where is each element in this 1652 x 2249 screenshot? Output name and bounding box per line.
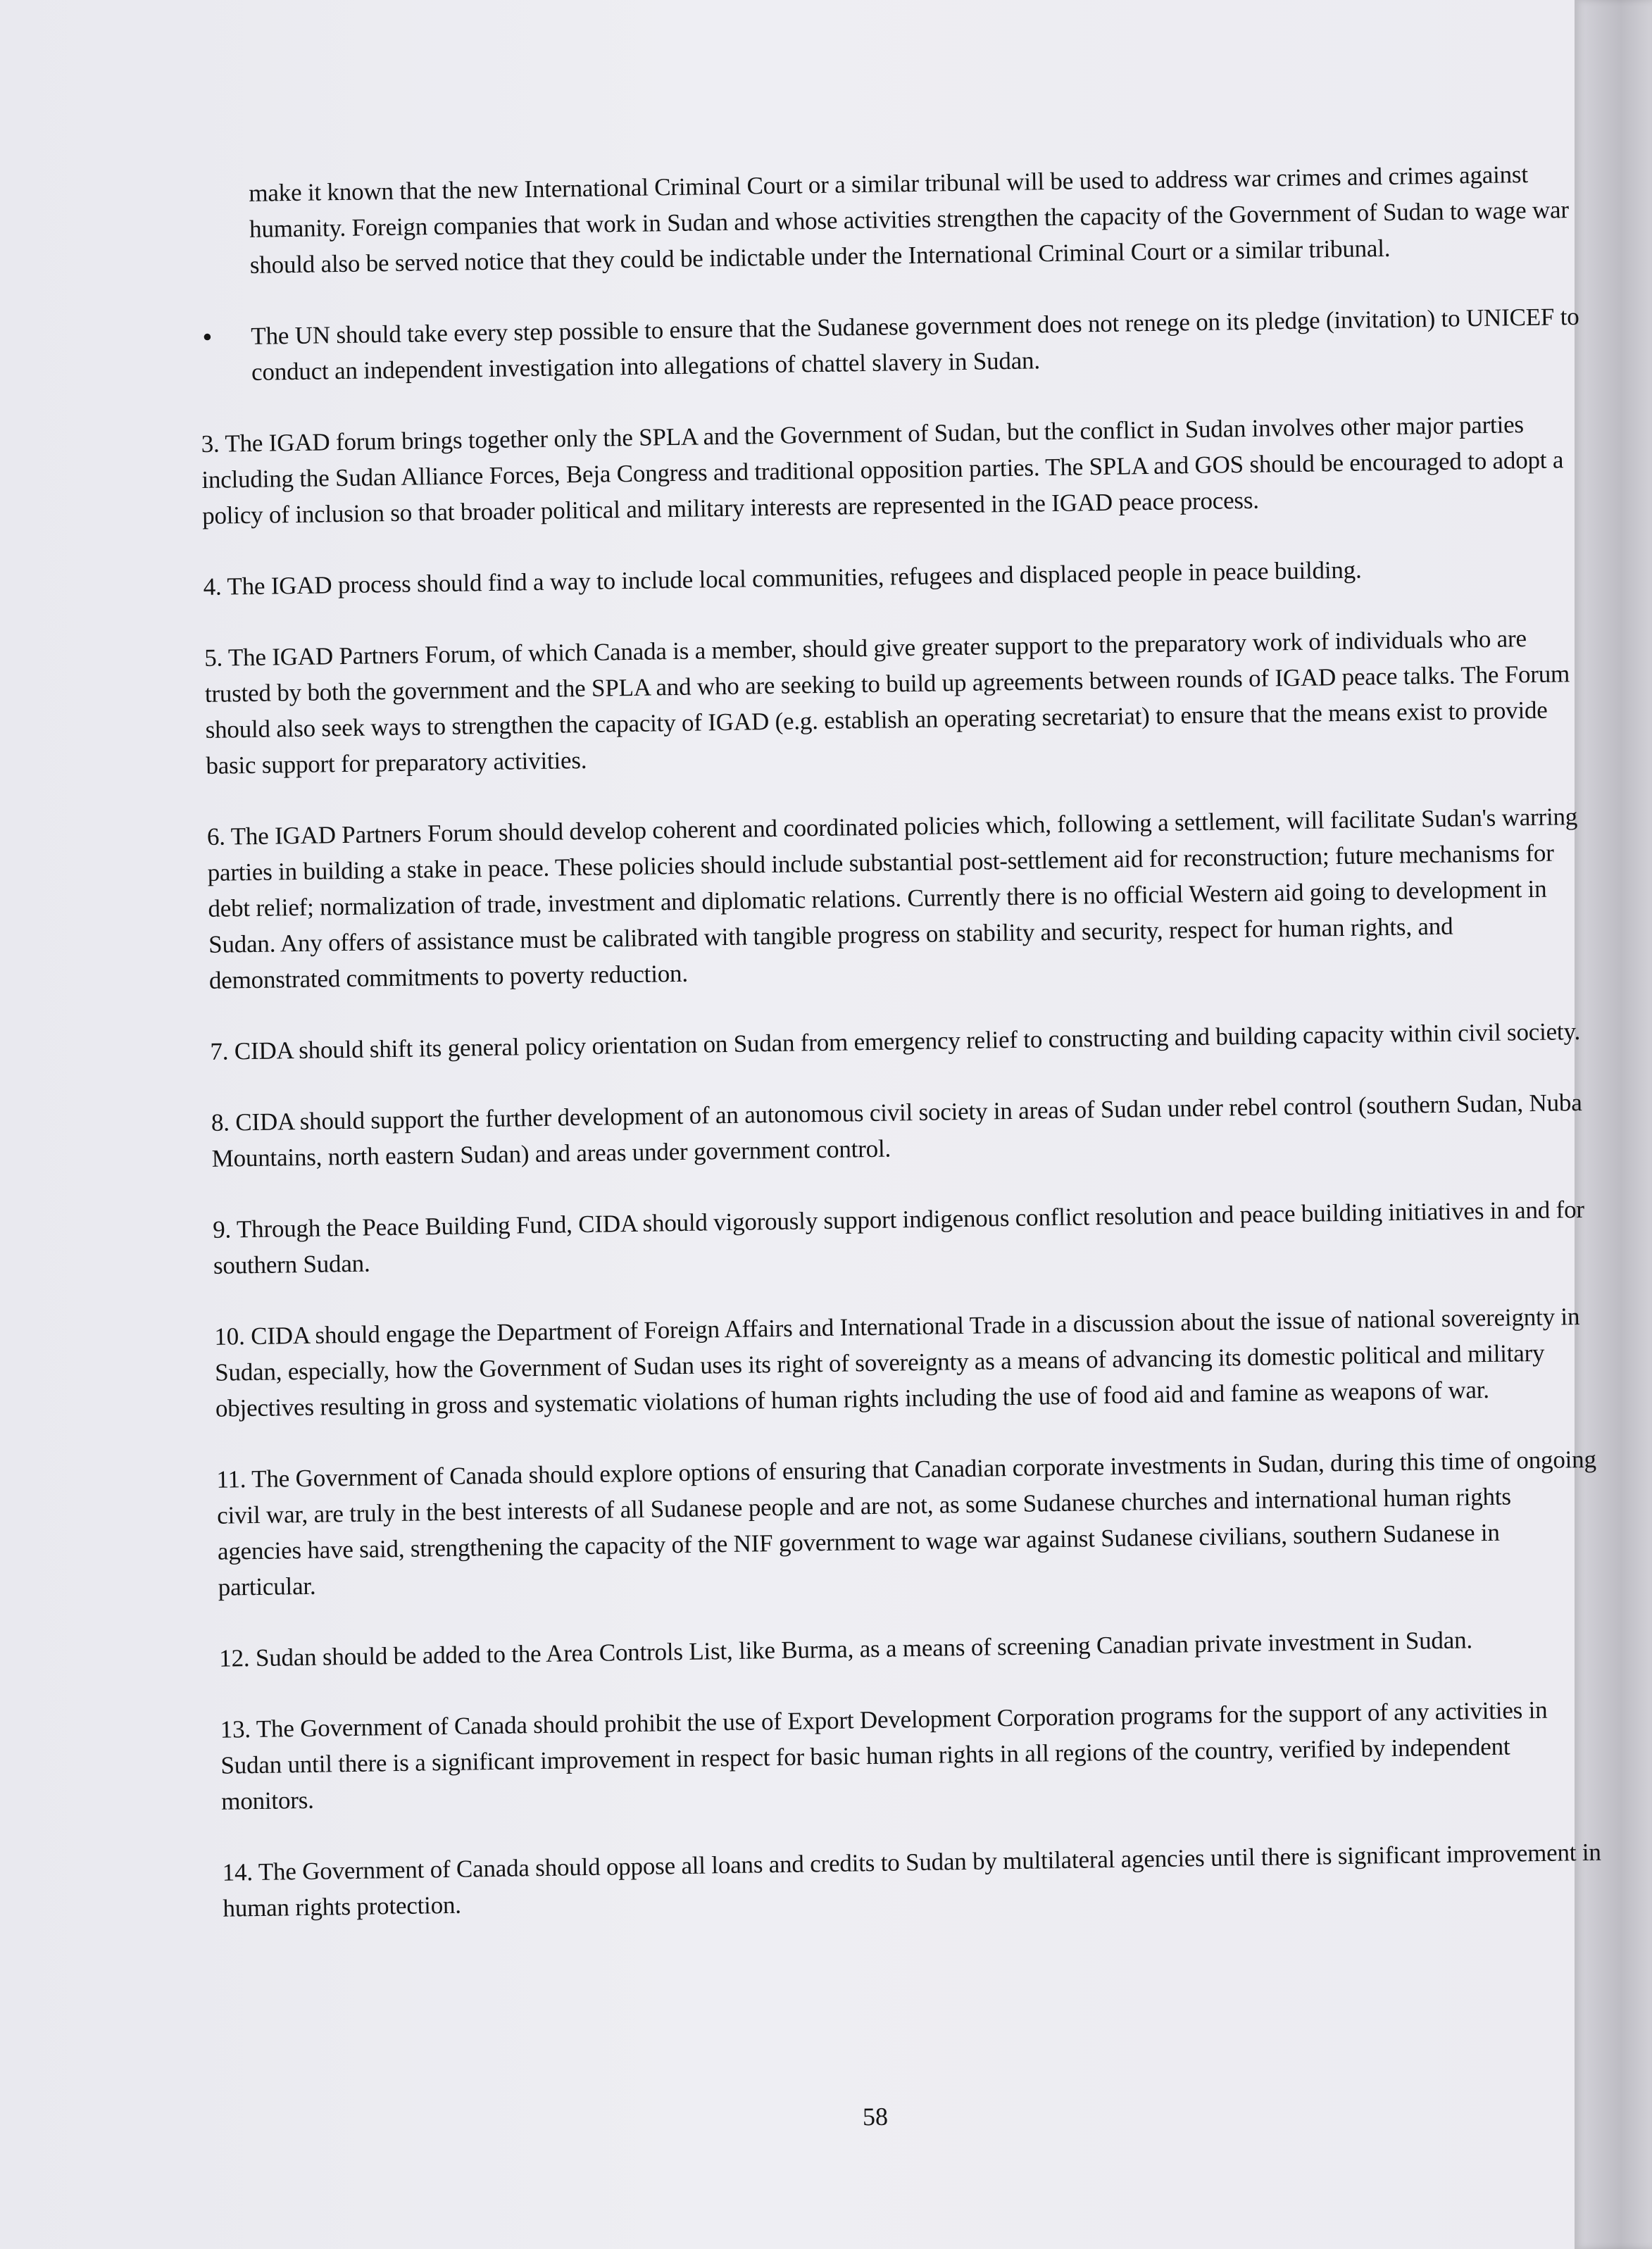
recommendation-5: 5. The IGAD Partners Forum, of which Canada is a member, should give greater support to the preparatory work of individuals who are trusted by both the government and the SPLA and who are seeking to build up agreements between rounds of IGAD peace talks. The Forum should also seek ways to strengthen the capacity of IGAD (e.g. establish an operating secretariat) to ensure that the means exist to provide basic support for preparatory activities. (204, 625, 1570, 779)
bullet-item (199, 299, 1580, 391)
recommendation-12: 12. Sudan should be added to the Area Controls List, like Burma, as a means of screening Canadian private investment in Sudan. (218, 1626, 1473, 1672)
recommendation-4: 4. The IGAD process should find a way to include local communities, refugees and displaced people in peace building. (203, 556, 1362, 601)
bullet-text: The UN should take every step possible to ensure that the Sudanese government does not renege on its pledge (invitation) to UNICEF to conduct an independent investigation into allegations of chattel slavery in Sudan. (251, 302, 1579, 386)
page-number: 58 (862, 2102, 889, 2131)
recommendation-9: 9. Through the Peace Building Fund, CIDA should vigorously support indigenous conflict resolution and peace building initiatives in and for southern Sudan. (212, 1195, 1585, 1279)
recommendation-7: 7. CIDA should shift its general policy orientation on Sudan from emergency relief to constructing and building capacity within civil society. (210, 1017, 1581, 1065)
recommendation-10: 10. CIDA should engage the Department of Foreign Affairs and International Trade in a discussion about the issue of national sovereignty in Sudan, especially, how the Government of Sudan uses its right of sovereignty as a means of advancing its domestic political and military objectives resulting in gross and systematic violations of human rights including the use of food aid and famine as weapons of war. (214, 1303, 1580, 1422)
recommendation-8: 8. CIDA should support the further development of an autonomous civil society in areas of Sudan under rebel control (southern Sudan, Nuba Mountains, north eastern Sudan) and areas under government control. (211, 1088, 1582, 1172)
recommendation-13: 13. The Government of Canada should prohibit the use of Export Development Corporation programs for the support of any activities in Sudan until there is a significant improvement in respect for basic human rights in all regions of the country, verified by independent monitors. (220, 1696, 1548, 1815)
document-body (197, 156, 1603, 1962)
bullet-marker: • (202, 320, 213, 353)
recommendation-11: 11. The Government of Canada should explore options of ensuring that Canadian corporate investments in Sudan, during this time of ongoing civil war, are truly in the best interests of all Sudanese people and are not, as some Sudanese churches and international human rights agencies have said, strengthening the capacity of the NIF government to wage war against Sudanese civilians, southern Sudanese in particular. (216, 1445, 1596, 1601)
paragraph-continuation: make it known that the new International Criminal Court or a similar tribunal will be used to address war crimes and crimes against humanity. Foreign companies that work in Sudan and whose activities strengthen the capacity of the Government of Sudan to wage war should also be served notice that they could be indictable under the International Criminal Court or a similar tribunal. (249, 160, 1570, 279)
recommendation-6: 6. The IGAD Partners Forum should develop coherent and coordinated policies which, following a settlement, will facilitate Sudan's warring parties in building a stake in peace. These policies should include substantial post-settlement aid for reconstruction; future mechanisms for debt relief; normalization of trade, investment and diplomatic relations. Currently there is no official Western aid going to development in Sudan. Any offers of assistance must be calibrated with tangible progress on stability and security, respect for human rights, and demonstrated commitments to poverty reduction. (206, 803, 1578, 994)
recommendation-3: 3. The IGAD forum brings together only the SPLA and the Government of Sudan, but the conflict in Sudan involves other major parties including the Sudan Alliance Forces, Beja Congress and traditional opposition parties. The SPLA and GOS should be encouraged to adopt a policy of inclusion so that broader political and military interests are represented in the IGAD peace process. (201, 411, 1564, 530)
recommendation-14: 14. The Government of Canada should oppose all loans and credits to Sudan by multilateral agencies until there is significant improvement in human rights protection. (222, 1838, 1601, 1922)
